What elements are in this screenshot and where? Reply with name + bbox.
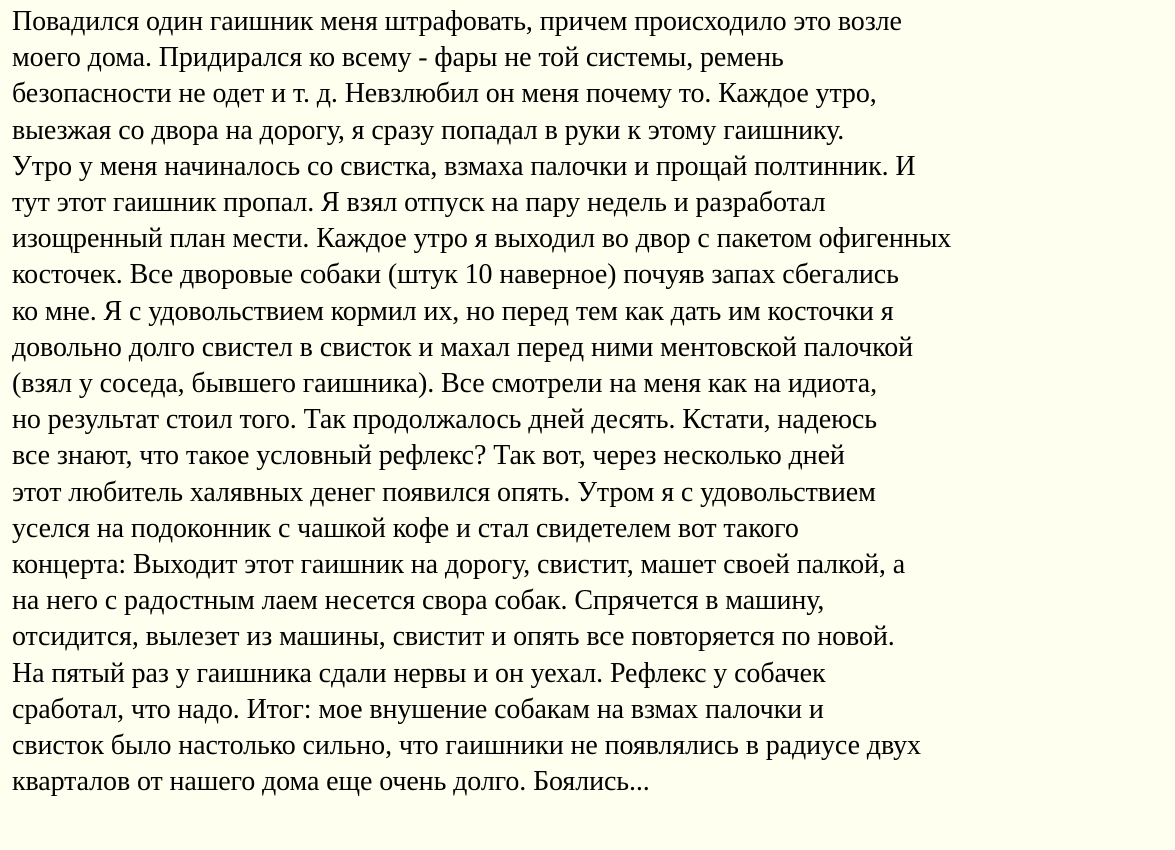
story-line: сработал, что надо. Итог: мое внушение собакам на взмах палочки и xyxy=(12,693,824,725)
story-line: но результат стоил того. Так продолжалось дней десять. Кстати, надеюсь xyxy=(12,404,877,436)
story-line: моего дома. Придирался ко всему - фары не той системы, ремень xyxy=(12,42,784,74)
story-line: (взял у соседа, бывшего гаишника). Все смотрели на меня как на идиота, xyxy=(12,368,878,400)
story-line: свисток было настолько сильно, что гаишники не появлялись в радиусе двух xyxy=(12,730,921,762)
story-line: безопасности не одет и т. д. Невзлюбил он меня почему то. Каждое утро, xyxy=(12,78,877,110)
story-line: выезжая со двора на дорогу, я сразу попадал в руки к этому гаишнику. xyxy=(12,114,845,146)
story-line: Повадился один гаишник меня штрафовать, причем происходило это возле xyxy=(12,6,902,37)
story-line: Утро у меня начиналось со свистка, взмаха палочки и прощай полтинник. И xyxy=(12,150,916,182)
story-line: изощренный план мести. Каждое утро я выходил во двор с пакетом офигенных xyxy=(12,223,952,255)
story-line: отсидится, вылезет из машины, свистит и опять все повторяется по новой. xyxy=(12,621,895,653)
story-line: На пятый раз у гаишника сдали нервы и он уехал. Рефлекс у собачек xyxy=(12,657,826,689)
story-line: этот любитель халявных денег появился опять. Утром я с удовольствием xyxy=(12,476,876,508)
story-line: кварталов от нашего дома еще очень долго. Боялись... xyxy=(12,766,650,798)
story-line: довольно долго свистел в свисток и махал перед ними ментовской палочкой xyxy=(12,331,914,363)
story-line: концерта: Выходит этот гаишник на дорогу, свистит, машет своей палкой, а xyxy=(12,549,906,581)
story-text xyxy=(12,4,1175,800)
story-line: уселся на подоконник с чашкой кофе и стал свидетелем вот такого xyxy=(12,512,799,544)
story-line: тут этот гаишник пропал. Я взял отпуск на пару недель и разработал xyxy=(12,187,826,219)
story-line: косточек. Все дворовые собаки (штук 10 наверное) почуяв запах сбегались xyxy=(12,259,899,291)
story-line: все знают, что такое условный рефлекс? Так вот, через несколько дней xyxy=(12,440,845,472)
story-line: ко мне. Я с удовольствием кормил их, но перед тем как дать им косточки я xyxy=(12,295,894,327)
story-line: на него с радостным лаем несется свора собак. Спрячется в машину, xyxy=(12,585,825,617)
